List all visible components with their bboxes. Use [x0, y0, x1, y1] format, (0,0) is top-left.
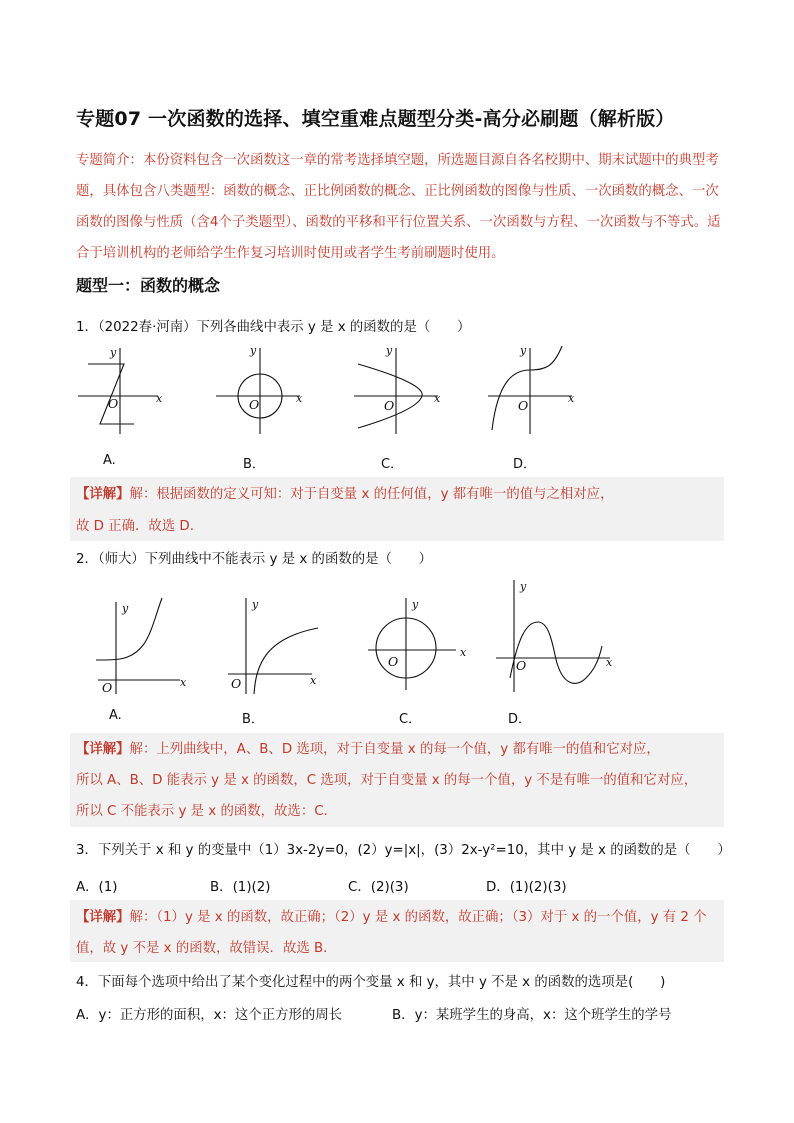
q3-option-b: B．(1)(2): [210, 880, 271, 895]
q2a-origin-label: O: [102, 680, 113, 694]
q2-label-d: D．: [508, 712, 532, 727]
q4-option-b: B．y：某班学生的身高，x：这个班学生的学号: [392, 1008, 672, 1023]
q1-detail-tag: 【详解】: [76, 487, 130, 502]
q1-figure-b: [212, 340, 312, 440]
q2d-origin-label: O: [516, 658, 527, 673]
q2-detail-line-3: 所以 C 不能表示 y 是 x 的函数，故选：C．: [76, 804, 337, 819]
q1-figure-a: [72, 340, 172, 440]
q2-detail-box: [70, 733, 724, 827]
document-title: 专题07 一次函数的选择、填空重难点题型分类-高分必刷题（解析版）: [76, 108, 675, 130]
q2a-y-label: y: [122, 602, 129, 615]
q2d-x-label: x: [606, 656, 613, 669]
q1d-origin-label: O: [518, 398, 529, 413]
q1-figure-d: [484, 340, 584, 440]
q1c-y-label: y: [386, 344, 393, 357]
q2b-x-label: x: [310, 674, 317, 687]
q1a-y-label: y: [110, 346, 117, 359]
q3-detail-line-1: 【详解】解：（1）y 是 x 的函数，故正确；（2）y 是 x 的函数，故正确；（3）对于 x 的一个值，y 有 2 个: [76, 910, 707, 925]
q1b-origin-label: O: [249, 397, 260, 412]
q1d-y-label: y: [520, 344, 527, 357]
q1-label-b: B．: [243, 457, 265, 472]
q2c-x-label: x: [460, 646, 467, 659]
q1c-x-label: x: [434, 392, 441, 405]
section-heading-1: 题型一：函数的概念: [76, 276, 221, 295]
q3-option-a: A．(1): [76, 880, 118, 895]
q2-figure-c: [366, 594, 476, 694]
q1-stem: 1．（2022春·河南）下列各曲线中表示 y 是 x 的函数的是（ ）: [76, 320, 471, 335]
q4-option-a: A．y：正方形的面积，x：这个正方形的周长: [76, 1008, 343, 1023]
q1-detail-line-1: 【详解】解：根据函数的定义可知：对于自变量 x 的任何值，y 都有唯一的值与之相对应，: [76, 487, 614, 502]
q1-detail-box: [70, 477, 724, 541]
q2-label-a: A.: [109, 708, 122, 723]
q1a-origin-label: O: [108, 396, 119, 411]
q1a-x-label: x: [156, 392, 163, 405]
q3-detail-tag: 【详解】: [76, 910, 130, 925]
q3-detail-line-2: 值，故 y 不是 x 的函数，故错误．故选 B．: [76, 941, 337, 956]
q2-label-b: B．: [242, 712, 264, 727]
q4-stem: 4．下面每个选项中给出了某个变化过程中的两个变量 x 和 y，其中 y 不是 x 的函数的选项是( ): [76, 975, 666, 990]
q2-detail-line-1: 【详解】解：上列曲线中，A、B、D 选项，对于自变量 x 的每一个值，y 都有唯一的值和它对应，: [76, 742, 660, 757]
q1-detail-line-2: 故 D 正确．故选 D．: [76, 519, 204, 534]
q1c-origin-label: O: [384, 398, 395, 413]
document-intro: 专题简介：本份资料包含一次函数这一章的常考选择填空题，所选题目源自各名校期中、期末试题中的典型考题，具体包含八类题型：函数的概念、正比例函数的概念、正比例函数的图像与性质、一次函数的概念、一次函数的图像与性质（含4个子类题型）、函数的平移和平行位置关系、一次函数与方程、一次函数与不等式。适合于培训机构的老师给学生作复习培训时使用或者学生考前刷题时使用。: [76, 153, 721, 261]
q2-figure-d: [494, 574, 618, 698]
q3-stem: 3．下列关于 x 和 y 的变量中（1）3x-2y=0，(2）y=|x|，(3）2x-y²=10，其中 y 是 x 的函数的是（ ）: [76, 843, 731, 858]
q1-figure-c: [350, 340, 450, 440]
q1b-x-label: x: [296, 392, 303, 405]
q1-label-c: C．: [381, 457, 404, 472]
q2-figure-b: [222, 594, 322, 694]
q3-detail-box: [70, 900, 724, 962]
q1d-x-label: x: [568, 392, 575, 405]
q2a-x-label: x: [180, 676, 187, 689]
q3-option-c: C．(2)(3): [348, 880, 409, 895]
q2c-y-label: y: [412, 598, 419, 611]
q3-option-d: D．(1)(2)(3): [486, 880, 567, 895]
q1b-y-label: y: [250, 344, 257, 357]
q2b-y-label: y: [252, 598, 259, 611]
q2c-origin-label: O: [388, 654, 399, 669]
q1-label-d: D．: [513, 457, 537, 472]
q2-detail-line-2: 所以 A、B、D 能表示 y 是 x 的函数，C 选项，对于自变量 x 的每一个值，y 不是有唯一的值和它对应，: [76, 773, 698, 788]
q2-label-c: C．: [399, 712, 422, 727]
q2-detail-tag: 【详解】: [76, 742, 130, 757]
q2-stem: 2．（师大）下列曲线中不能表示 y 是 x 的函数的是（ ）: [76, 552, 433, 567]
q1-label-a: A.: [103, 453, 116, 468]
q2-figure-a: [92, 594, 192, 694]
q2d-y-label: y: [520, 580, 527, 593]
q2b-origin-label: O: [231, 676, 242, 691]
